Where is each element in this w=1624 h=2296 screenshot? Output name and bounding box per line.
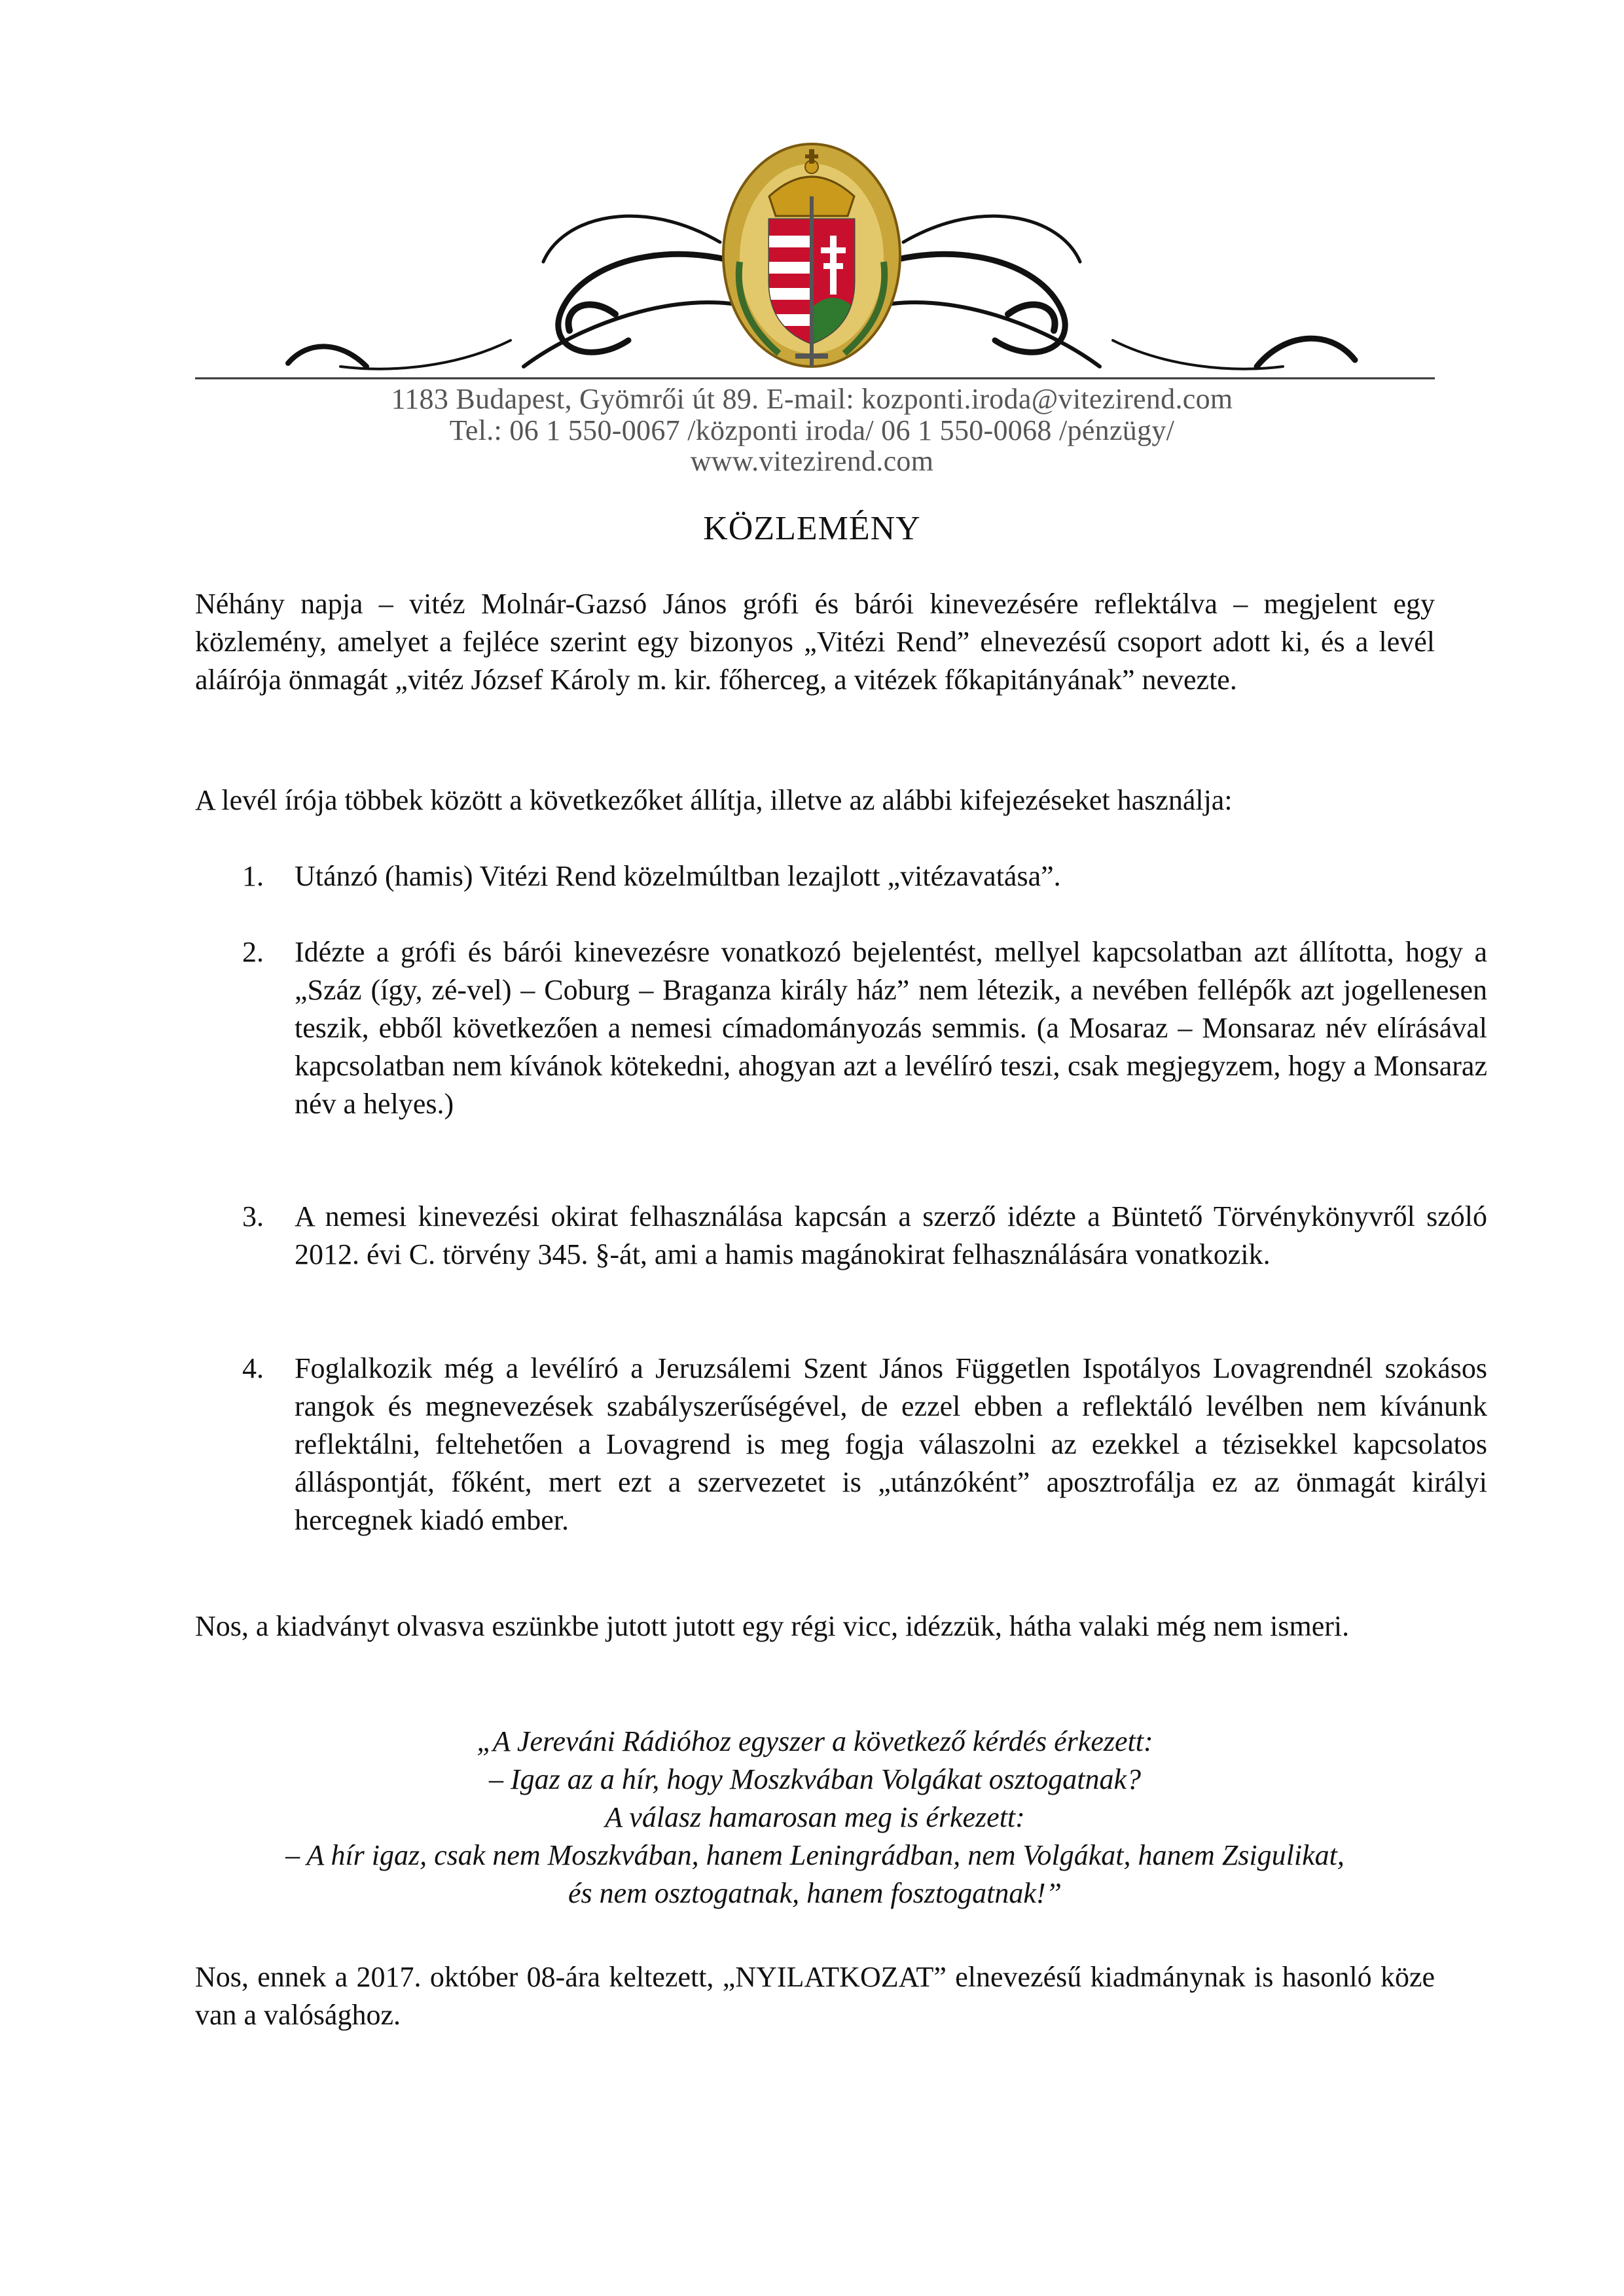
list-item-number: 4.	[242, 1352, 264, 1384]
letterhead	[0, 0, 1624, 478]
list-item-text: Foglalkozik még a levélíró a Jeruzsálemi Szent János Független Ispotályos Lovagrendnél szokásos rangok és megnevezések szabályszerűségével, de ezzel ebben a reflektáló levélben nem kívánunk reflektálni, feltehetően a Lovagrend is meg fogja válaszolni az ezekkel a tézisekkel kapcsolatos álláspontját, főként, mert ezt a szervezetet is „utánzóként” aposztrofálja ez az önmagát királyi hercegnek kiadó ember.	[295, 1352, 1487, 1536]
list-item	[242, 933, 1487, 1123]
quote-line: és nem osztogatnak, hanem fosztogatnak!”	[568, 1877, 1062, 1909]
left-flourish-icon	[288, 216, 772, 368]
joke-quote	[195, 1723, 1435, 1912]
quote-line: – A hír igaz, csak nem Moszkvában, hanem Leningrádban, nem Volgákat, hanem Zsigulikat,	[285, 1839, 1344, 1871]
document-title: KÖZLEMÉNY	[703, 510, 921, 547]
list-item-number: 1.	[242, 860, 264, 892]
right-flourish-icon	[851, 216, 1355, 368]
contact-address: 1183 Budapest, Gyömrői út 89. E-mail: kozponti.iroda@vitezirend.com	[391, 383, 1233, 415]
list-item-text: A nemesi kinevezési okirat felhasználása kapcsán a szerző idézte a Büntető Törvénykönyvről szóló 2012. évi C. törvény 345. §-át, ami a hamis magánokirat felhasználására vonatkozik.	[295, 1200, 1487, 1270]
coat-of-arms-icon	[723, 144, 900, 367]
quote-line: „A Jereváni Rádióhoz egyszer a következő kérdés érkezett:	[477, 1725, 1153, 1757]
paragraph-intro: Néhány napja – vitéz Molnár-Gazsó János grófi és bárói kinevezésére reflektálva – megjelent egy közlemény, amelyet a fejléce szerint egy bizonyos „Vitézi Rend” elnevezésű csoport adott ki, és a levél aláírója önmagát „vitéz József Károly m. kir. főherceg, a vitézek főkapitányának” nevezte.	[195, 588, 1435, 696]
list-item	[242, 857, 1487, 895]
letterhead-ornament	[0, 0, 1624, 393]
quote-line: A válasz hamarosan meg is érkezett:	[605, 1801, 1025, 1833]
list-item-text: Utánzó (hamis) Vitézi Rend közelmúltban lezajlott „vitézavatása”.	[295, 860, 1061, 892]
quote-line: – Igaz az a hír, hogy Moszkvában Volgákat osztogatnak?	[488, 1763, 1142, 1795]
paragraph-claims-intro: A levél írója többek között a következőket állítja, illetve az alábbi kifejezéseket használja:	[195, 784, 1233, 816]
paragraph-joke-intro: Nos, a kiadványt olvasva eszünkbe jutott jutott egy régi vicc, idézzük, hátha valaki még nem ismeri.	[195, 1610, 1350, 1642]
list-item-text: Idézte a grófi és bárói kinevezésre vonatkozó bejelentést, mellyel kapcsolatban azt állította, hogy a „Száz (így, zé-vel) – Coburg – Braganza király ház” nem létezik, a nevében fellépők azt jogellenesen teszik, ebből következően a nemesi címadományozás semmis. (a Mosaraz – Monsaraz név elírásával kapcsolatban nem kívánok kötekedni, ahogyan azt a levélíró teszi, csak megjegyzem, hogy a Monsaraz név a helyes.)	[295, 936, 1487, 1120]
contact-phone: Tel.: 06 1 550-0067 /központi iroda/ 06 1 550-0068 /pénzügy/	[449, 414, 1175, 446]
list-item-number: 3.	[242, 1200, 264, 1232]
list-item-number: 2.	[242, 936, 264, 968]
paragraph-conclusion: Nos, ennek a 2017. október 08-ára keltezett, „NYILATKOZAT” elnevezésű kiadmánynak is hasonló köze van a valósághoz.	[195, 1961, 1435, 2031]
list-item	[242, 1350, 1487, 1539]
list-item	[242, 1198, 1487, 1274]
contact-website: www.vitezirend.com	[690, 445, 934, 477]
